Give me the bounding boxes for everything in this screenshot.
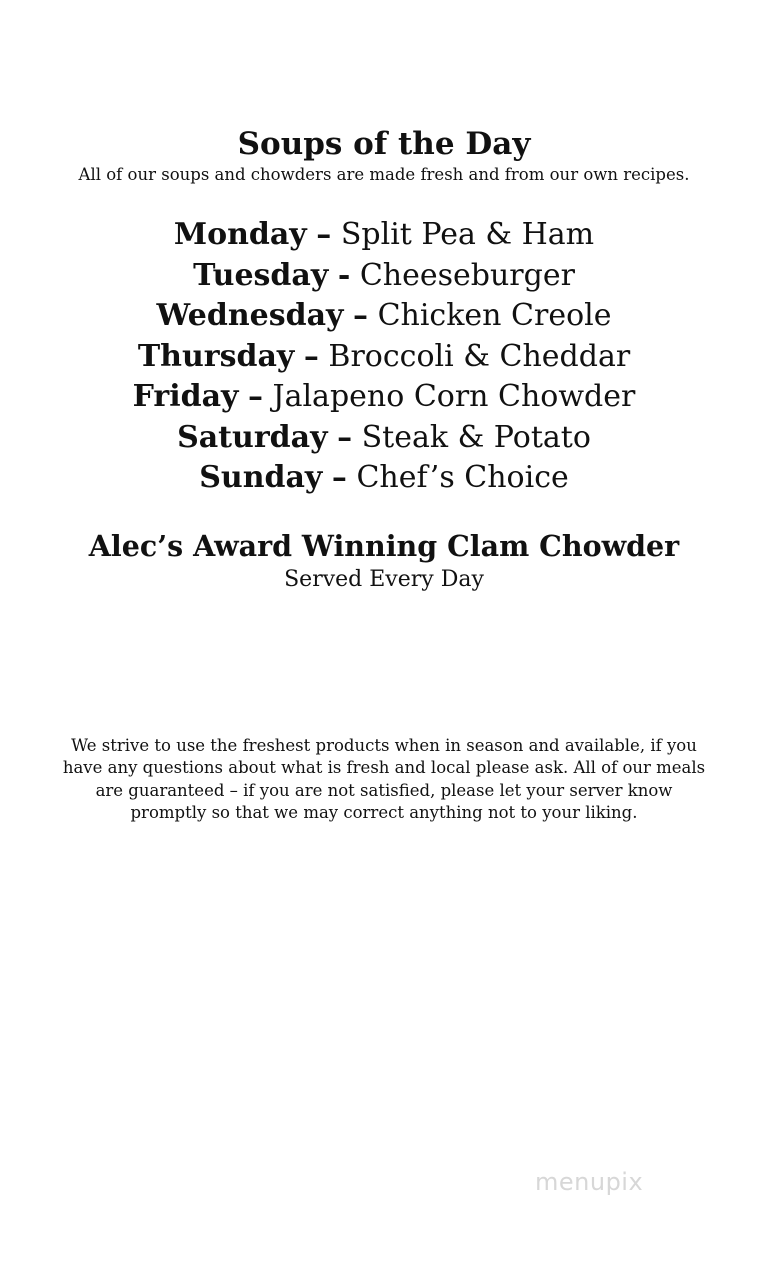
day-name: Saturday: [177, 419, 328, 455]
day-separator: –: [316, 217, 332, 252]
day-name: Friday: [132, 379, 239, 414]
day-separator: -: [337, 257, 351, 293]
soup-row-wednesday: [0, 296, 768, 337]
soup-name: Steak & Potato: [361, 419, 591, 455]
watermark-logo: menupix: [535, 1168, 644, 1196]
special-subtitle: Served Every Day: [284, 567, 484, 592]
day-separator: –: [303, 338, 319, 374]
soup-row-monday: [0, 215, 768, 256]
day-separator: –: [331, 460, 347, 495]
day-name: Monday: [173, 217, 307, 252]
soup-name: Jalapeno Corn Chowder: [272, 379, 636, 414]
day-name: Sunday: [199, 460, 323, 495]
soup-name: Cheeseburger: [359, 257, 575, 293]
page-title: Soups of the Day: [237, 126, 531, 162]
soup-name: Chicken Creole: [377, 298, 612, 333]
day-separator: –: [337, 419, 353, 455]
soup-name: Split Pea & Ham: [340, 217, 595, 252]
special-title: Alec’s Award Winning Clam Chowder: [88, 529, 680, 563]
soup-schedule-list: [0, 215, 768, 499]
page-subtitle: All of our soups and chowders are made fresh and from our own recipes.: [78, 165, 690, 184]
soup-row-tuesday: [0, 256, 768, 297]
day-name: Wednesday: [156, 298, 344, 333]
day-name: Tuesday: [193, 257, 329, 293]
day-separator: –: [353, 298, 369, 333]
soup-row-sunday: [0, 458, 768, 499]
soup-row-friday: [0, 377, 768, 418]
soup-row-thursday: [0, 337, 768, 378]
soup-row-saturday: [0, 418, 768, 459]
soup-name: Chef’s Choice: [356, 460, 569, 495]
day-separator: –: [248, 379, 263, 414]
day-name: Thursday: [137, 338, 295, 374]
soup-name: Broccoli & Cheddar: [328, 338, 631, 374]
freshness-note: We strive to use the freshest products when in season and available, if you have any questions about what is fresh and local please ask. All of our meals are guaranteed – if you are not satisfied, please let your server know promptly so that we may correct anything not to your liking.: [62, 735, 706, 822]
